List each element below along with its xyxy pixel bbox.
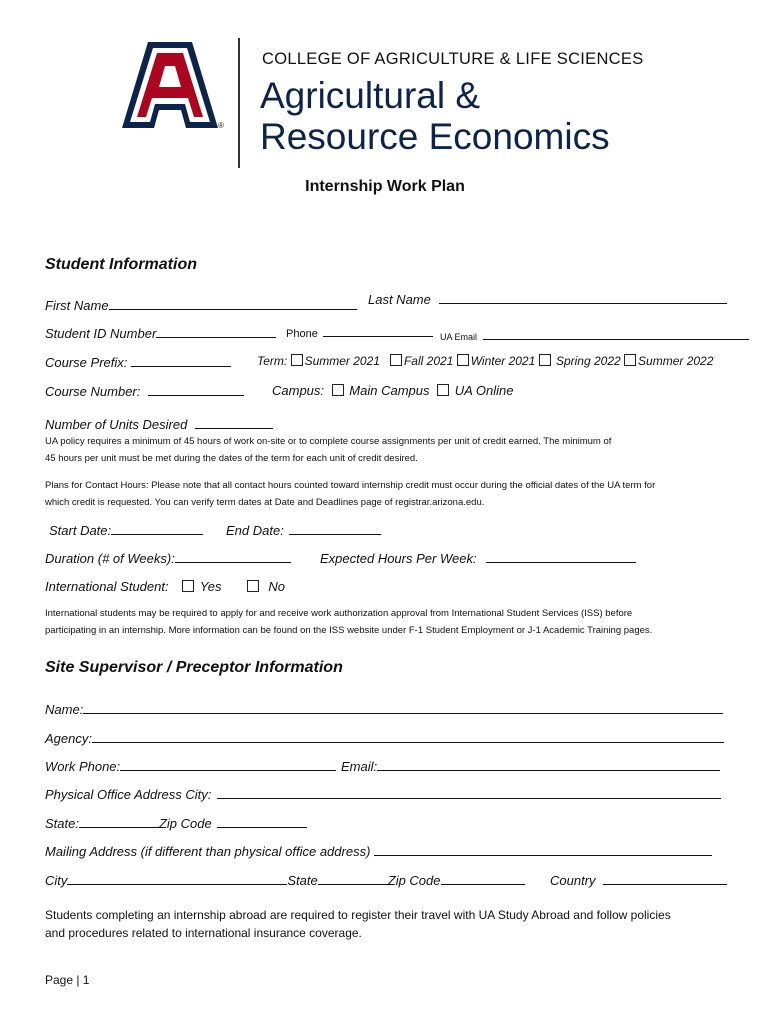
ua-online-checkbox[interactable] [437,384,449,396]
zip2-label: Zip Code [387,873,441,888]
state-zip-field[interactable] [45,815,307,831]
student-heading: Student Information [45,256,197,273]
units-field[interactable] [45,416,273,432]
yes-label: Yes [199,579,222,594]
department-line-1: Agricultural & [260,75,481,116]
expected-hours-field[interactable] [320,550,636,566]
college-name: COLLEGE OF AGRICULTURE & LIFE SCIENCES [262,50,644,68]
policy-text [45,433,745,467]
work-phone-label: Work Phone: [45,759,121,774]
abroad-note [45,906,671,942]
term-summer-2021-checkbox[interactable] [291,354,303,366]
state-label: State: [45,816,79,831]
campus-label: Campus: [272,383,325,398]
end-date-label: End Date: [226,523,284,538]
contact-hours-line: Plans for Contact Hours: Please note that all contact hours counted toward internship credit must occur during the official dates of the UA term for [45,480,656,491]
work-phone-field[interactable] [45,758,336,774]
supervisor-email-label: Email: [341,759,378,774]
abroad-note-line: and procedures related to international insurance coverage. [45,926,362,940]
term-option-label: Winter 2021 [470,354,536,368]
country-label: Country [550,873,596,888]
course-number-label: Course Number: [45,384,141,399]
physical-city-field[interactable] [45,786,721,802]
term-summer-2022-checkbox[interactable] [624,354,636,366]
international-note [45,605,765,639]
registered-mark: ® [218,121,224,130]
supervisor-name-field[interactable] [45,701,723,717]
student-id-field[interactable] [45,325,276,341]
term-group [257,354,713,368]
ua-email-field[interactable] [440,327,749,342]
policy-line: 45 hours per unit must be met during the dates of the term for each unit of credit desired. [45,453,418,464]
agency-label: Agency: [45,731,92,746]
student-id-label: Student ID Number [45,326,157,341]
page-number: Page | 1 [45,973,90,987]
department-line-2: Resource Economics [260,116,610,157]
country-field[interactable] [550,872,727,888]
course-number-field[interactable] [45,383,244,399]
ua-logo [120,40,220,130]
term-winter-2021-checkbox[interactable] [457,354,469,366]
last-name-field[interactable] [368,291,727,307]
state2-label: State [287,873,318,888]
ua-email-label: UA Email [440,332,478,342]
international-label: International Student: [45,579,169,594]
start-date-label: Start Date: [49,523,112,538]
international-note-line: participating in an internship. More information can be found on the ISS website under F-1 Student Employment or J-1 Academic Training pages. [45,625,653,636]
zip-label: Zip Code [158,816,212,831]
campus-group [272,383,514,398]
term-option-label: Summer 2021 [304,354,380,368]
start-date-field[interactable] [49,522,203,538]
term-label: Term: [257,354,288,368]
header-divider [238,38,240,168]
course-prefix-label: Course Prefix: [45,355,128,370]
campus-option-label: UA Online [454,383,514,398]
last-name-label: Last Name [368,292,431,307]
supervisor-email-field[interactable] [341,758,720,774]
course-prefix-field[interactable] [45,354,231,370]
first-name-field[interactable] [45,297,357,313]
city-label: City [45,873,68,888]
page-title: Internship Work Plan [305,178,465,195]
term-spring-2022-checkbox[interactable] [539,354,551,366]
agency-field[interactable] [45,730,724,746]
phone-field[interactable] [286,324,433,340]
first-name-label: First Name [45,298,109,313]
physical-city-label: Physical Office Address City: [45,787,212,802]
policy-line: UA policy requires a minimum of 45 hours of work on-site or to complete course assignments per unit of credit earned. The minimum of [45,436,612,447]
contact-hours-line: which credit is requested. You can verify term dates at Date and Deadlines page of registrar.arizona.edu. [45,497,485,508]
end-date-field[interactable] [226,522,381,538]
duration-label: Duration (# of Weeks): [45,551,175,566]
supervisor-name-label: Name: [45,702,84,717]
campus-option-label: Main Campus [349,383,430,398]
duration-field[interactable] [45,550,291,566]
term-option-label: Fall 2021 [403,354,454,368]
phone-label: Phone [286,328,318,340]
term-option-label: Summer 2022 [638,354,714,368]
supervisor-heading: Site Supervisor / Preceptor Information [45,659,343,676]
main-campus-checkbox[interactable] [332,384,344,396]
international-group [45,579,285,594]
mailing-address-label: Mailing Address (if different than physical office address) [45,844,371,859]
term-fall-2021-checkbox[interactable] [390,354,402,366]
units-label: Number of Units Desired [45,417,188,432]
mailing-address-field[interactable] [45,843,712,859]
no-label: No [268,579,286,594]
international-note-line: International students may be required to apply for and receive work authorization approval from International Student Services (ISS) before [45,608,633,619]
international-yes-checkbox[interactable] [182,580,194,592]
contact-hours-text [45,477,765,511]
abroad-note-line: Students completing an internship abroad are required to register their travel with UA Study Abroad and follow policies [45,908,671,922]
expected-hours-label: Expected Hours Per Week: [320,551,477,566]
mailing-city-state-zip-field[interactable] [45,872,525,888]
term-option-label: Spring 2022 [555,354,621,368]
international-no-checkbox[interactable] [247,580,259,592]
